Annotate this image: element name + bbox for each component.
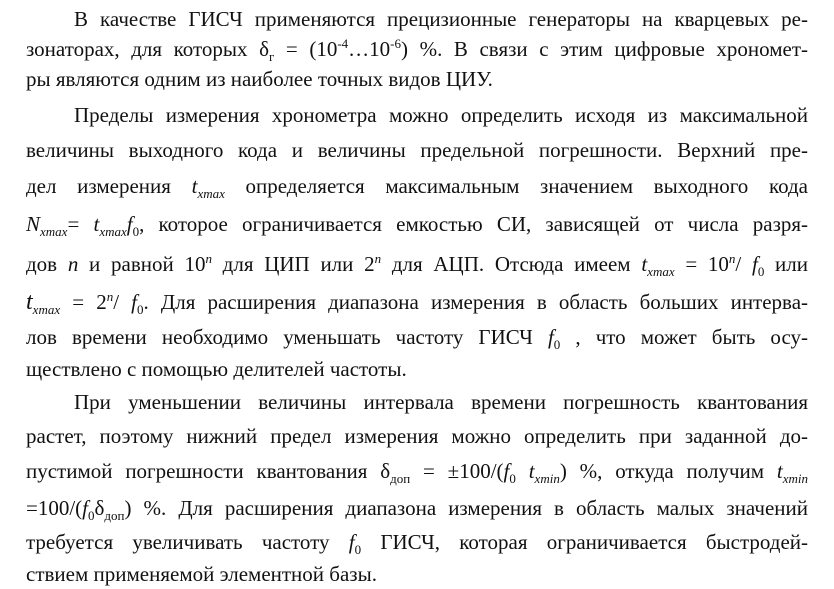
p3-line-3: пустимой погрешности квантования $\delta_{доп} = \pm 100/(f_0$ $t_{xmin}$) %, откуда получим $t_{xmin}$ bbox=[26, 459, 808, 486]
p3-line-1: При уменьшении величины интервала времени погрешность квантования bbox=[74, 390, 808, 414]
p2-line-3: дел измерения $t_{xmax}$ определяется максимальным значением выходного кода bbox=[26, 174, 808, 201]
p3-line-4: $=100/(f_0\delta_{доп})$ %. Для расширения диапазона измерения в область малых значений bbox=[26, 496, 808, 523]
p3-line-5: требуется увеличивать частоту $f_0$ ГИСЧ, которая ограничивается быстродей- bbox=[26, 530, 809, 557]
p1-line-3: ры являются одним из наиболее точных видов ЦИУ. bbox=[26, 67, 493, 91]
p1-line-2: зонаторах, для которых $\delta_г$ = $(10^{-4}\dots 10^{-6})$ %. В связи с этим цифровые хрономет- bbox=[26, 36, 809, 64]
p2-line-6: $t_{xmax} = 2^n/$ $f_0$. Для расширения диапазона измерения в область больших интерва- bbox=[26, 289, 809, 317]
p2-line-7: лов времени необходимо уменьшать частоту ГИСЧ $f_0$ , что может быть осу- bbox=[26, 325, 808, 352]
p3-line-2: растет, поэтому нижний предел измерения можно определить при заданной до- bbox=[26, 424, 808, 448]
p2-line-8: ществлено с помощью делителей частоты. bbox=[26, 357, 407, 381]
p2-line-2: величины выходного кода и величины предельной погрешности. Верхний пре- bbox=[26, 138, 808, 162]
p2-line-5: дов n и равной 10$^n$ для ЦИП или 2$^n$ для АЦП. Отсюда имеем $t_{xmax} = 10^n/$ $f_0$ или bbox=[26, 251, 808, 279]
p1-line-1: В качестве ГИСЧ применяются прецизионные генераторы на кварцевых ре- bbox=[74, 7, 808, 31]
p3-line-6: ствием применяемой элементной базы. bbox=[26, 562, 377, 586]
p2-line-1: Пределы измерения хронометра можно определить исходя из максимальной bbox=[74, 103, 808, 127]
p2-line-4: $N_{xmax}= t_{xmax}f_0$, которое ограничивается емкостью СИ, зависящей от числа разря- bbox=[26, 212, 809, 239]
